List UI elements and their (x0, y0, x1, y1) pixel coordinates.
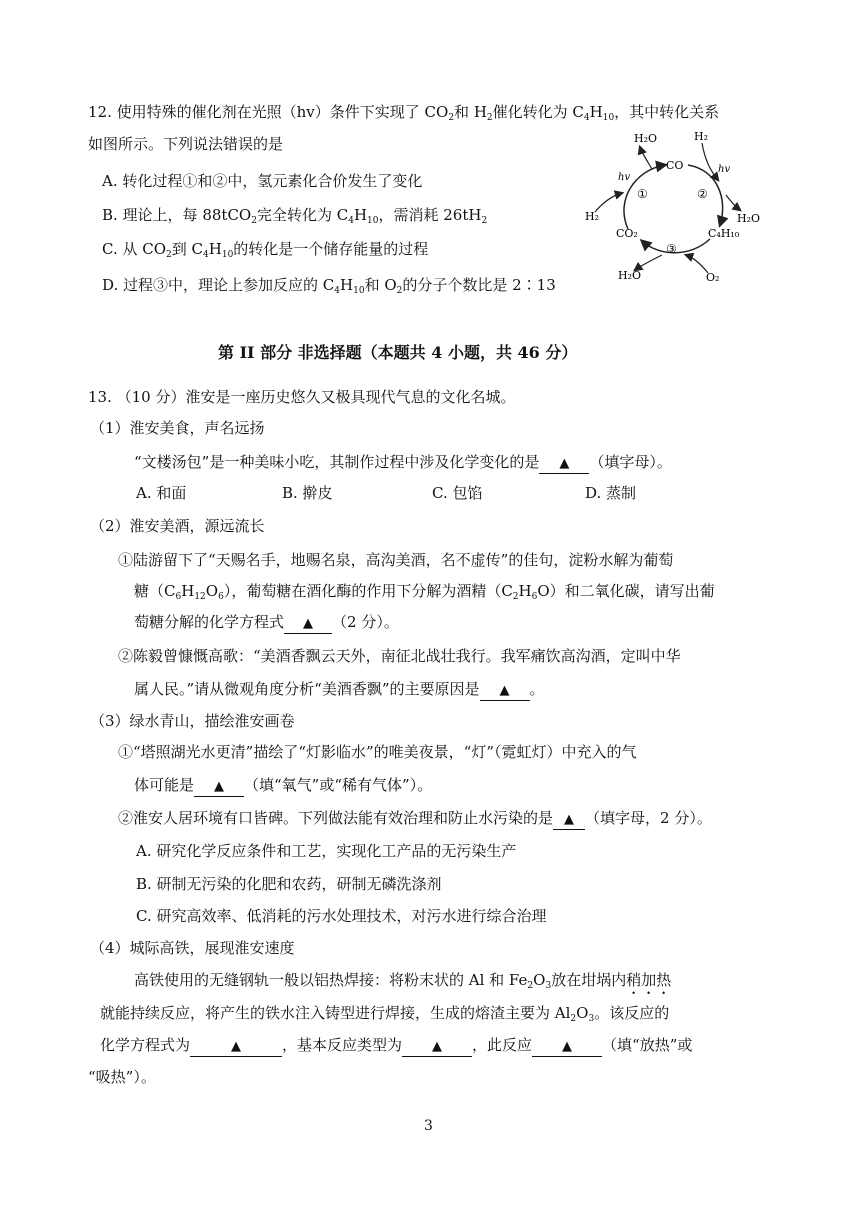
answer-blank[interactable] (480, 680, 530, 701)
answer-blank[interactable] (284, 613, 332, 634)
q13-s2-title: （2）淮安美酒，源远流长 (90, 517, 265, 535)
q13-s3-title: （3）绿水青山，描绘淮安画卷 (90, 712, 295, 730)
label-h2-left: H₂ (585, 210, 600, 223)
answer-mark-icon: ▲ (559, 456, 570, 471)
q13-s1-title: （1）淮安美食，声名远扬 (90, 419, 265, 437)
q13-s3-option-c: C. 研究高效率、低消耗的污水处理技术，对污水进行综合治理 (136, 907, 547, 925)
answer-blank[interactable] (532, 1036, 602, 1057)
q13-intro: 13. （10 分）淮安是一座历史悠久又极具现代气息的文化名城。 (88, 388, 516, 406)
q12-option-b: B. 理论上，每 88tCO$_2$完全转化为 $C_4H_{10}$，需消耗 $26tH_2$ (102, 206, 488, 226)
q13-s3-option-b: B. 研制无污染的化肥和农药，研制无磷洗涤剂 (136, 875, 442, 893)
q13-s3-p1-line2: 体可能是 ▲ （填“氧气”或“稀有气体”）。 (134, 775, 432, 797)
label-co: CO (666, 159, 684, 172)
h2-in-left-arrow (595, 193, 622, 212)
answer-blank[interactable] (539, 453, 589, 474)
q13-s1-question: “文楼汤包”是一种美味小吃，其制作过程中涉及化学变化的是 ▲ （填字母）。 (134, 452, 672, 474)
label-h2o-top: H₂O (634, 132, 658, 145)
q13-s3-p1-line1: ①“塔照湖光水更清”描绘了“灯影临水”的唯美夜景，“灯”（霓虹灯）中充入的气 (118, 743, 637, 761)
label-step-2: ② (697, 187, 708, 201)
answer-blank[interactable] (402, 1036, 472, 1057)
answer-blank[interactable] (190, 1036, 282, 1057)
answer-blank[interactable] (553, 809, 585, 830)
h2-in-top-arrow (702, 143, 718, 180)
q13-s1-option-a: A. 和面 (136, 484, 187, 502)
answer-mark-icon: ▲ (303, 616, 314, 631)
q12-option-d: D. 过程③中，理论上参加反应的 $C_4H_{10}$和 $O_2$的分子个数比是 2∶13 (102, 276, 556, 296)
o2-in-bottom-arrow (686, 255, 708, 273)
q12-stem: 12. 使用特殊的催化剂在光照（hv）条件下实现了 $CO_2$和 $H_2$催化转化为 $C_4H_{10}$，其中转化关系 (88, 103, 720, 123)
h2o-out-bottom-arrow (635, 255, 662, 270)
label-o2: O₂ (706, 271, 720, 284)
label-hv-left: hv (618, 172, 631, 183)
answer-mark-icon: ▲ (499, 683, 510, 698)
answer-blank[interactable] (194, 776, 244, 797)
q13-s1-option-d: D. 蒸制 (585, 484, 637, 502)
q13-s4-line3: 化学方程式为 ▲ ，基本反应类型为 ▲ ，此反应 ▲ （填“放热”或 (100, 1035, 692, 1057)
part2-title: 第 II 部分 非选择题（本题共 4 小题，共 46 分） (218, 343, 578, 362)
answer-mark-icon: ▲ (432, 1039, 443, 1054)
answer-mark-icon: ▲ (564, 812, 575, 827)
label-step-1: ① (637, 187, 648, 201)
label-step-3: ③ (666, 242, 677, 256)
q13-s2-p2-line2: 属人民。”请从微观角度分析“美酒香飘”的主要原因是 ▲ 。 (134, 679, 545, 701)
h2o-out-top-arrow (640, 147, 652, 169)
answer-mark-icon: ▲ (562, 1039, 573, 1054)
q13-s2-p1-line1: ①陆游留下了“天赐名手，地赐名泉，高沟美酒，名不虚传”的佳句，淀粉水解为葡萄 (118, 551, 674, 569)
q13-s1-option-b: B. 擀皮 (282, 484, 333, 502)
q13-s2-p2-line1: ②陈毅曾慷慨高歌：“美酒香飘云天外，南征北战壮我行。我军痛饮高沟酒，定叫中华 (118, 647, 681, 665)
answer-mark-icon: ▲ (231, 1039, 242, 1054)
label-c4h10: C₄H₁₀ (708, 227, 740, 240)
label-hv-right: hv (718, 164, 731, 175)
label-h2o-right: H₂O (737, 212, 761, 225)
label-h2-top: H₂ (694, 130, 709, 143)
label-co2: CO₂ (616, 227, 638, 240)
q12-stem-line2: 如图所示。下列说法错误的是 (88, 135, 284, 153)
q13-s1-option-c: C. 包馅 (432, 484, 483, 502)
page-number: 3 (424, 1118, 433, 1134)
q12-option-c: C. 从 $CO_2$到 $C_4H_{10}$的转化是一个储存能量的过程 (102, 240, 429, 260)
q13-s4-line1: 高铁使用的无缝钢轨一般以铝热焊接：将粉末状的 Al 和 $Fe_2O_3$放在坩埚内稍加热 (134, 971, 672, 991)
q13-s4-title: （4）城际高铁，展现淮安速度 (90, 939, 295, 957)
q12-option-a: A. 转化过程①和②中，氢元素化合价发生了变化 (102, 172, 423, 190)
reaction-cycle-diagram (580, 125, 780, 290)
label-h2o-bottom: H₂O (618, 269, 642, 282)
q13-s4-line2: 就能持续反应，将产生的铁水注入铸型进行焊接，生成的熔渣主要为 $Al_2O_3$。该反应的 (100, 1004, 670, 1024)
q13-s3-option-a: A. 研究化学反应条件和工艺，实现化工产品的无污染生产 (136, 842, 517, 860)
q13-s2-p1-line2: 糖$(C_6H_{12}O_6)$，葡萄糖在酒化酶的作用下分解为酒精$(C_2H_6O)$和二氧化碳，请写出葡 (134, 582, 715, 602)
q13-s2-p1-line3: 萄糖分解的化学方程式 ▲ （2 分）。 (134, 612, 399, 634)
h2o-out-right-arrow (726, 195, 740, 210)
answer-mark-icon: ▲ (214, 779, 225, 794)
q13-s3-p2-line1: ②淮安人居环境有口皆碑。下列做法能有效治理和防止水污染的是 ▲ （填字母，2 分）。 (118, 808, 712, 830)
q13-s4-line4: “吸热”）。 (88, 1068, 156, 1086)
